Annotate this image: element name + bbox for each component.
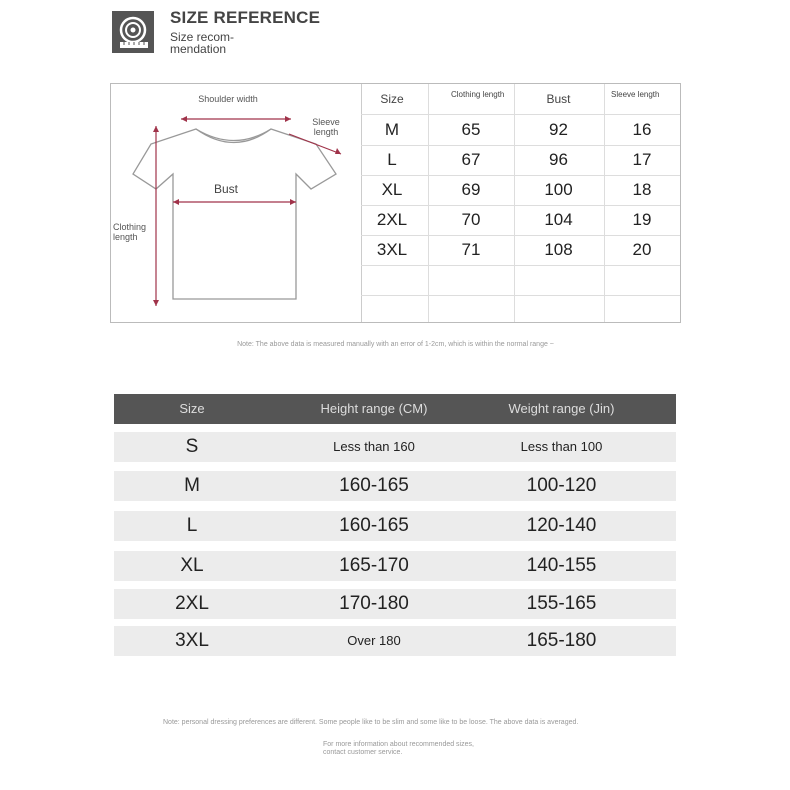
table-row	[114, 432, 676, 462]
cell-height-range: 160-165	[339, 515, 409, 536]
measurement-note: Note: The above data is measured manually with an error of 1-2cm, which is within the normal range ~	[237, 341, 554, 348]
table-header-row	[361, 84, 680, 115]
cell-height-range: 170-180	[339, 593, 409, 614]
table-row	[361, 115, 680, 146]
cell-size: L	[387, 150, 397, 169]
cell-clothing-length: 70	[461, 210, 481, 229]
cell-sleeve-length: 19	[632, 210, 652, 229]
cell-height-range: Less than 160	[333, 439, 415, 454]
shoulder-width-label: Shoulder width	[198, 94, 258, 104]
header-weight-range: Weight range (Jin)	[508, 401, 615, 416]
table-row	[361, 235, 680, 266]
table-row	[361, 205, 680, 236]
table-row	[114, 551, 676, 581]
sleeve-length-label: Sleeve length	[312, 117, 340, 137]
header-size: Size	[380, 92, 404, 106]
cell-weight-range: 120-140	[526, 515, 597, 536]
cell-bust: 108	[544, 240, 573, 259]
cell-weight-range: 100-120	[526, 475, 597, 496]
cell-bust: 104	[544, 210, 573, 229]
header-size: Size	[179, 401, 205, 416]
cell-clothing-length: 67	[461, 150, 481, 169]
cell-bust: 92	[549, 120, 568, 139]
cell-size: 2XL	[175, 593, 209, 614]
cell-size: M	[184, 475, 200, 496]
header-bust: Bust	[546, 92, 571, 106]
cell-clothing-length: 65	[461, 120, 481, 139]
contact-note: For more information about recommended sizes, contact customer service.	[323, 741, 474, 756]
page-title: SIZE REFERENCE	[170, 8, 321, 27]
header-sleeve-length: Sleeve length	[611, 90, 660, 99]
preference-note: Note: personal dressing preferences are different. Some people like to be slim and some like to be loose. The above data is averaged.	[163, 719, 579, 726]
garment-measurement-panel	[110, 83, 681, 323]
cell-bust: 96	[549, 150, 568, 169]
cell-height-range: 160-165	[339, 475, 409, 496]
table-row	[114, 511, 676, 541]
cell-clothing-length: 71	[461, 240, 481, 259]
cell-sleeve-length: 17	[632, 150, 652, 169]
table-row	[361, 175, 680, 206]
cell-sleeve-length: 20	[632, 240, 652, 259]
cell-sleeve-length: 18	[632, 180, 652, 199]
header-height-range: Height range (CM)	[320, 401, 428, 416]
cell-clothing-length: 69	[461, 180, 481, 199]
cell-size: 2XL	[376, 210, 408, 229]
cell-size: M	[384, 120, 400, 139]
cell-size: 3XL	[175, 630, 209, 651]
table-row	[361, 145, 680, 176]
page-subtitle: Size recom- mendation	[170, 30, 235, 56]
tshirt-diagram	[111, 84, 362, 322]
cell-bust: 100	[544, 180, 573, 199]
cell-size: S	[185, 436, 199, 457]
table-row-empty	[361, 265, 680, 296]
cell-size: 3XL	[376, 240, 408, 259]
table-row	[114, 471, 676, 501]
cell-sleeve-length: 16	[632, 120, 652, 139]
header-clothing-length: Clothing length	[451, 90, 505, 99]
table-row	[114, 626, 676, 656]
cell-size: L	[186, 515, 198, 536]
cell-height-range: Over 180	[347, 633, 401, 648]
tape-measure-logo	[112, 11, 154, 53]
cell-weight-range: 155-165	[526, 593, 597, 614]
cell-size: XL	[180, 555, 204, 576]
body-table-header	[114, 394, 676, 424]
cell-weight-range: 165-180	[526, 630, 597, 651]
bust-label: Bust	[213, 182, 238, 196]
cell-weight-range: 140-155	[526, 555, 597, 576]
cell-height-range: 165-170	[339, 555, 409, 576]
clothing-length-label: Clothing length	[113, 222, 147, 242]
cell-weight-range: Less than 100	[520, 439, 603, 454]
cell-size: XL	[381, 180, 403, 199]
table-row	[114, 589, 676, 619]
